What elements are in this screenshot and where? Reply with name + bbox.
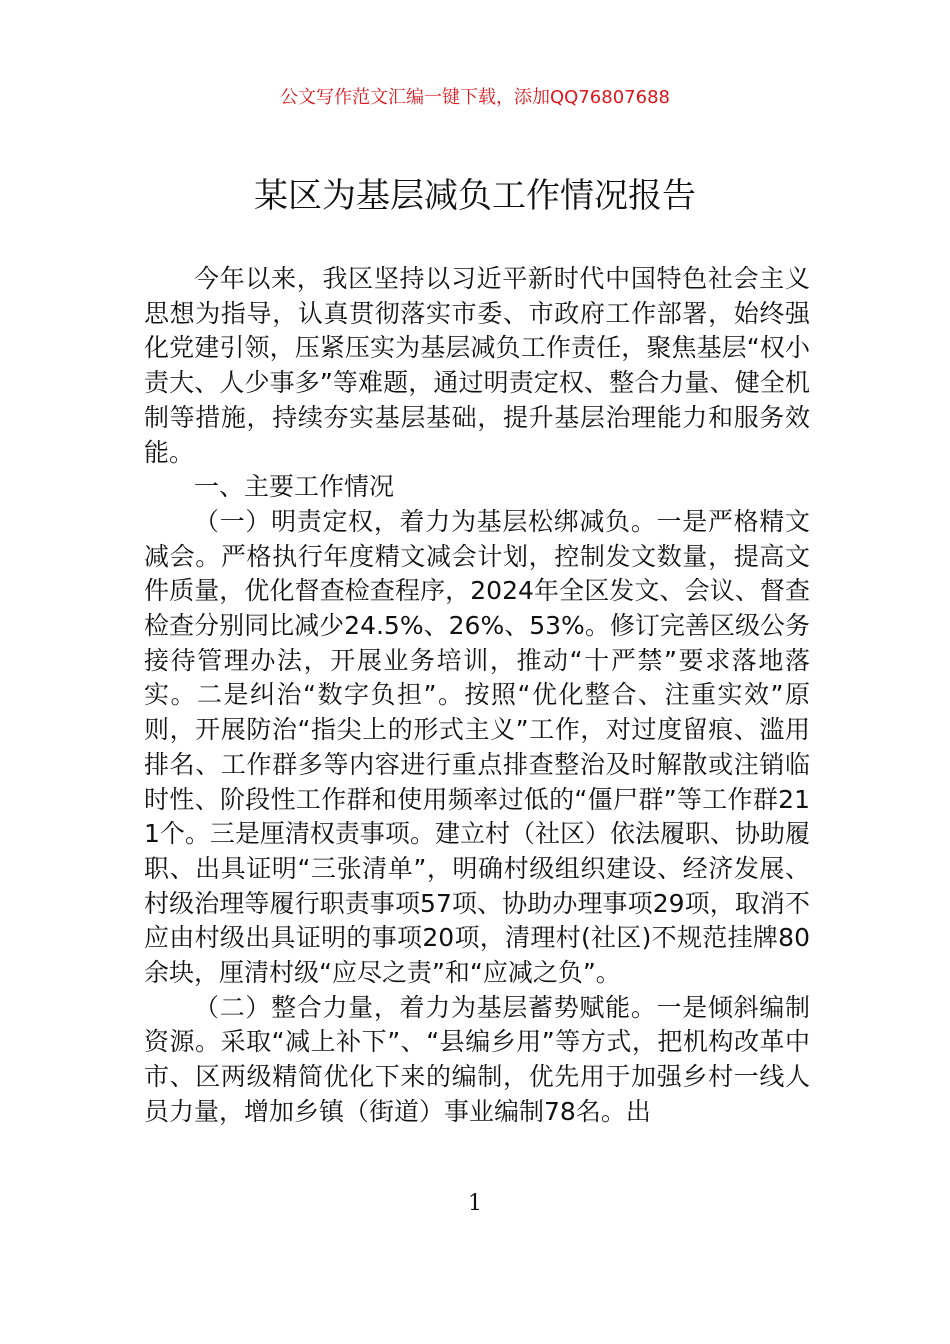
page-number: 1 (468, 1191, 482, 1216)
document-title: 某区为基层减负工作情况报告 (254, 176, 696, 216)
paragraph-section-2: （二）整合力量，着力为基层蓄势赋能。一是倾斜编制资源。采取“减上补下”、“县编乡用”等方式，把机构改革中市、区两级精简优化下来的编制，优先用于加强乡村一线人员力量，增加乡镇（街道）事业编制78名。出 (144, 992, 810, 1126)
document-body (144, 262, 810, 1130)
paragraph-intro: 今年以来，我区坚持以习近平新时代中国特色社会主义思想为指导，认真贯彻落实市委、市政府工作部署，始终强化党建引领，压紧压实为基层减负工作责任，聚焦基层“权小责大、人少事多”等难题，通过明责定权、整合力量、健全机制等措施，持续夯实基层基础，提升基层治理能力和服务效能。 (144, 264, 810, 467)
section-heading-main-work: 一、主要工作情况 (194, 472, 395, 502)
download-banner: 公文写作范文汇编一键下载，添加QQ76807688 (280, 87, 670, 108)
paragraph-section-1: （一）明责定权，着力为基层松绑减负。一是严格精文减会。严格执行年度精文减会计划，控制发文数量，提高文件质量，优化督查检查程序，2024年全区发文、会议、督查检查分别同比减少24.5%、26%、53%。修订完善区级公务接待管理办法，开展业务培训，推动“十严禁”要求落地落实。二是纠治“数字负担”。按照“优化整合、注重实效”原则，开展防治“指尖上的形式主义”工作，对过度留痕、滥用排名、工作群多等内容进行重点排查整治及时解散或注销临时性、阶段性工作群和使用频率过低的“僵尸群”等工作群211个。三是厘清权责事项。建立村（社区）依法履职、协助履职、出具证明“三张清单”，明确村级组织建设、经济发展、村级治理等履行职责事项57项、协助办理事项29项，取消不应由村级出具证明的事项20项，清理村(社区)不规范挂牌80余块，厘清村级“应尽之责”和“应减之负”。 (144, 506, 810, 988)
